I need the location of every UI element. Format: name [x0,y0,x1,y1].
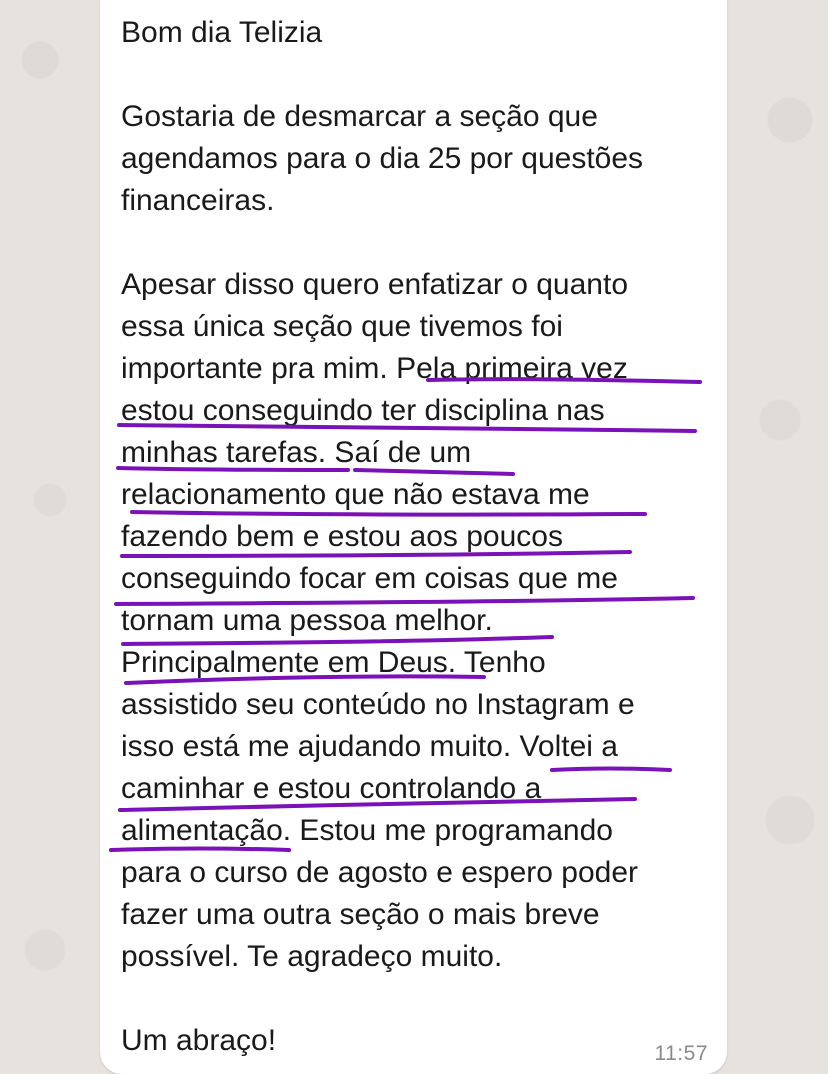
message-line: para o curso de agosto e espero poder [121,856,639,889]
message-line: possível. Te agradeço muito. [121,940,503,973]
message-line: assistido seu conteúdo no Instagram e [121,688,635,721]
message-line: essa única seção que tivemos foi [121,310,563,343]
message-line: fazer uma outra seção o mais breve [121,898,600,931]
message-line: agendamos para o dia 25 por questões [121,142,644,175]
message-line: Bom dia Telizia [121,16,323,49]
message-line: financeiras. [121,184,275,217]
message-line: minhas tarefas. Saí de um [121,436,472,469]
message-line: Principalmente em Deus. Tenho [121,646,546,679]
message-line: estou conseguindo ter disciplina nas [121,394,605,427]
message-line: alimentação. Estou me programando [121,814,613,847]
message-line: importante pra mim. Pela primeira vez [121,352,628,385]
message-line: relacionamento que não estava me [121,478,590,511]
message-line: caminhar e estou controlando a [121,772,542,805]
message-line: isso está me ajudando muito. Voltei a [121,730,618,763]
message-line: Apesar disso quero enfatizar o quanto [121,268,628,301]
message-line: Gostaria de desmarcar a seção que [121,100,598,133]
message-timestamp: 11:57 [654,1042,708,1065]
message-line: tornam uma pessoa melhor. [121,604,493,637]
message-line: Um abraço! [121,1024,277,1057]
message-line: conseguindo focar em coisas que me [121,562,618,595]
message-line: fazendo bem e estou aos poucos [121,520,563,553]
